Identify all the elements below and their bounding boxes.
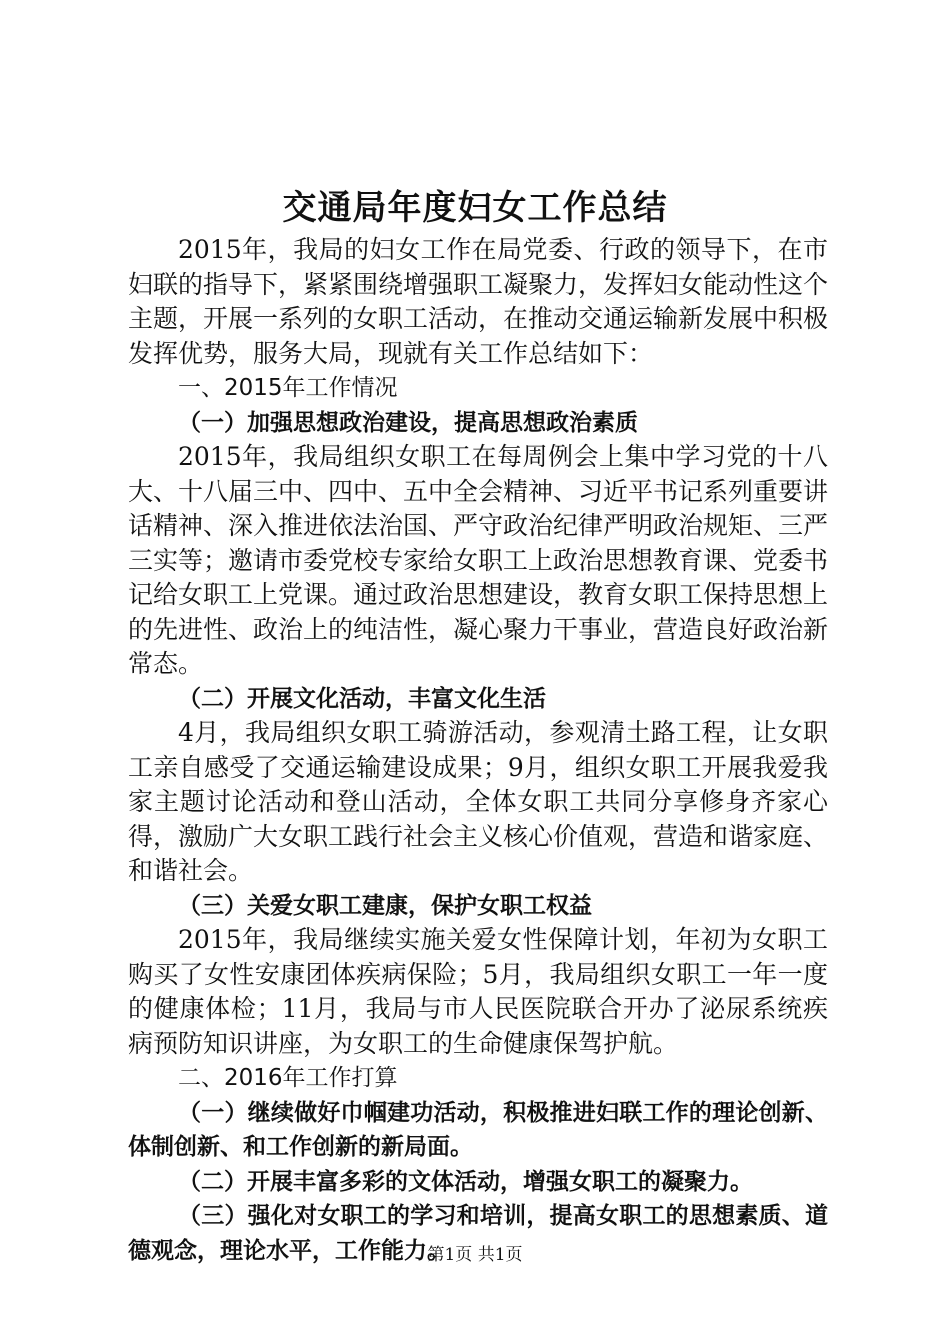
paragraph-culture: 4月，我局组织女职工骑游活动，参观清土路工程，让女职工亲自感受了交通运输建设成果；9月，组织女职工开展我爱我家主题讨论活动和登山活动，全体女职工共同分享修身齐家心得，激励广大女职工践行社会主义核心价值观，营造和谐家庭、和谐社会。 — [128, 718, 829, 885]
subsection-heading-politics: （一）加强思想政治建设，提高思想政治素质 — [178, 409, 638, 436]
document-title: 交通局年度妇女工作总结 — [282, 188, 668, 228]
plan-item-3: （三）强化对女职工的学习和培训，提高女职工的思想素质、道德观念，理论水平，工作能力。 — [128, 1203, 828, 1264]
subsection-heading-health: （三）关爱女职工建康，保护女职工权益 — [178, 892, 592, 919]
section-heading-2015: 一、2015年工作情况 — [178, 375, 398, 401]
plan-item-1: （一）继续做好巾帼建功活动，积极推进妇联工作的理论创新、体制创新、和工作创新的新局面。 — [128, 1099, 828, 1160]
document-body — [128, 233, 828, 1268]
subsection-heading-culture: （二）开展文化活动，丰富文化生活 — [178, 685, 546, 712]
plan-item-2: （二）开展丰富多彩的文体活动，增强女职工的凝聚力。 — [178, 1168, 753, 1195]
section-heading-2016: 二、2016年工作打算 — [178, 1065, 398, 1091]
intro-paragraph: 2015年，我局的妇女工作在局党委、行政的领导下，在市妇联的指导下，紧紧围绕增强职工凝聚力，发挥妇女能动性这个主题，开展一系列的女职工活动，在推动交通运输新发展中积极发挥优势，服务大局，现就有关工作总结如下： — [128, 235, 829, 368]
paragraph-politics: 2015年，我局组织女职工在每周例会上集中学习党的十八大、十八届三中、四中、五中全会精神、习近平书记系列重要讲话精神、深入推进依法治国、严守政治纪律严明政治规矩、三严三实等；邀请市委党校专家给女职工上政治思想教育课、党委书记给女职工上党课。通过政治思想建设，教育女职工保持思想上的先进性、政治上的纯洁性，凝心聚力干事业，营造良好政治新常态。 — [128, 442, 829, 678]
page-footer: 第1页 共1页 — [427, 1245, 523, 1265]
paragraph-health: 2015年，我局继续实施关爱女性保障计划，年初为女职工购买了女性安康团体疾病保险；5月，我局组织女职工一年一度的健康体检；11月，我局与市人民医院联合开办了泌尿系统疾病预防知识讲座，为女职工的生命健康保驾护航。 — [128, 925, 828, 1058]
